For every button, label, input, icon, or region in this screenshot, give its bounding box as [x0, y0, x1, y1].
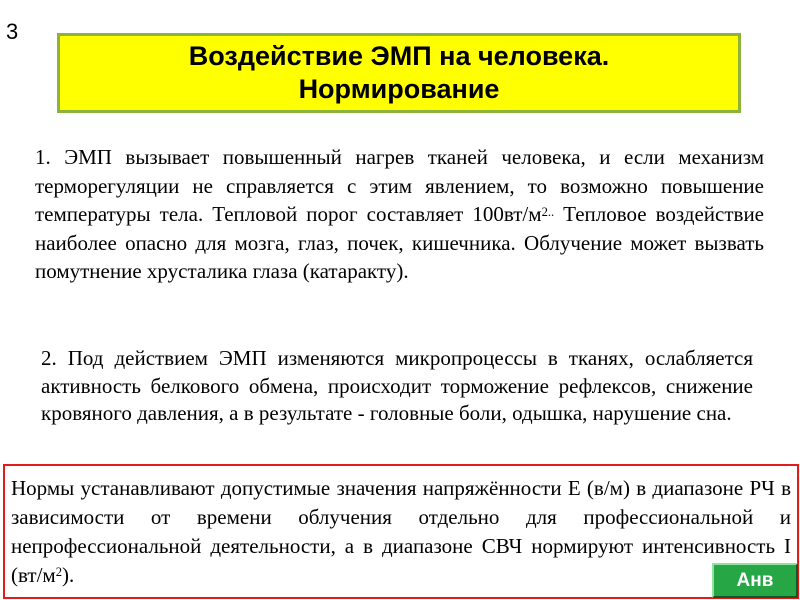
superscript-square: 2..	[541, 204, 555, 219]
paragraph-micro-processes: 2. Под действием ЭМП изменяются микропроцессы в тканях, ослабляется активность белкового обмена, происходит торможение рефлексов, снижение кровяного давления, а в результате - головные боли, одышка, нарушение сна.	[41, 346, 753, 426]
paragraph-thermal-effect-text-end: Тепловое воздействие наиболее опасно для мозга, глаз, почек, кишечника. Облучение может вызвать помутнение хрусталика глаза (катаракту).	[35, 202, 764, 284]
nav-button[interactable]: Анв	[712, 563, 798, 598]
norms-text	[11, 474, 791, 590]
title-banner	[57, 33, 741, 113]
page-title-line-1: Воздействие ЭМП на человека.	[188, 41, 610, 71]
page-title-line-2: Нормирование	[298, 74, 500, 104]
paragraph-thermal-effect-text: 1. ЭМП вызывает повышенный нагрев тканей человека, и если механизм терморегуляции не справляется с этим явлением, то возможно повышение температуры тела. Тепловой порог составляет 100вт/м	[35, 145, 764, 227]
superscript-square: 2	[55, 565, 62, 580]
norms-box	[3, 464, 799, 599]
norms-text-end: ).	[61, 563, 75, 587]
norms-text-main: Нормы устанавливают допустимые значения напряжённости Е (в/м) в диапазоне РЧ в зависимости от времени облучения отдельно для профессиональной и непрофессиональной деятельности, а в диапазоне СВЧ нормируют интенсивность I (вт/м	[11, 476, 791, 587]
paragraph-thermal-effect	[35, 143, 764, 286]
slide-number: 3	[6, 19, 19, 44]
